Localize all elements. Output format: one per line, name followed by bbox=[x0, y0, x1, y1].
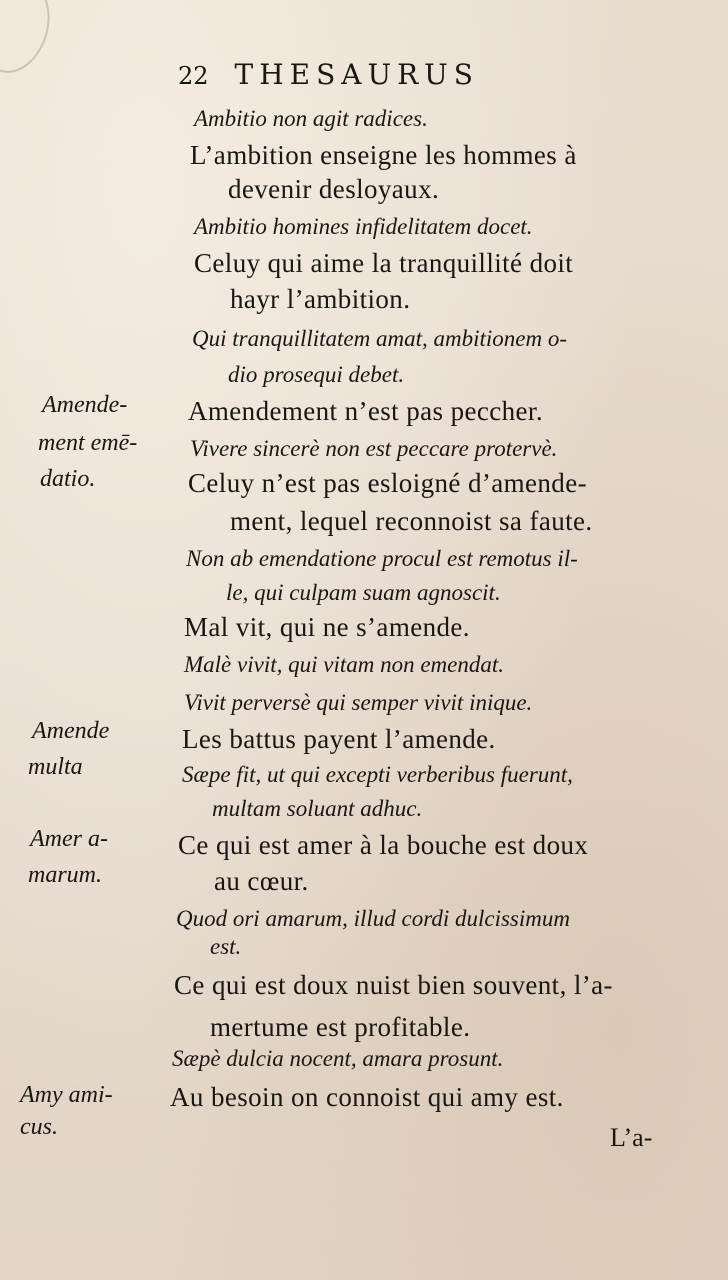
text-line: L’ambition enseigne les hommes à bbox=[190, 140, 577, 170]
text-line: Mal vit, qui ne s’amende. bbox=[184, 612, 470, 642]
page-number: 22 bbox=[178, 62, 209, 90]
running-header bbox=[178, 58, 479, 91]
page-corner-mark bbox=[0, 0, 61, 82]
text-line: Ce qui est doux nuist bien souvent, l’a- bbox=[174, 970, 613, 1000]
text-line: dio prosequi debet. bbox=[228, 362, 405, 387]
text-line: Amendement n’est pas peccher. bbox=[188, 396, 543, 426]
margin-note: Amende- bbox=[42, 392, 128, 418]
margin-note: Amer a- bbox=[30, 826, 108, 852]
text-line: Celuy qui aime la tranquillité doit bbox=[194, 248, 574, 278]
text-line: Quod ori amarum, illud cordi dulcissimum bbox=[176, 906, 570, 931]
text-line: multam soluant adhuc. bbox=[212, 796, 423, 821]
text-line: Les battus payent l’amende. bbox=[182, 724, 496, 754]
text-line: au cœur. bbox=[214, 866, 309, 896]
text-line: Malè vivit, qui vitam non emendat. bbox=[184, 652, 505, 677]
text-line: Ambitio non agit radices. bbox=[194, 106, 428, 131]
margin-note: datio. bbox=[40, 466, 96, 492]
text-line: Sæpè dulcia nocent, amara prosunt. bbox=[172, 1046, 504, 1071]
text-line: Qui tranquillitatem amat, ambitionem o- bbox=[192, 326, 568, 351]
margin-note: Amy ami- bbox=[20, 1082, 113, 1108]
text-line: le, qui culpam suam agnoscit. bbox=[226, 580, 501, 605]
text-line: Sæpe fit, ut qui excepti verberibus fuerunt, bbox=[182, 762, 573, 787]
margin-note: marum. bbox=[28, 862, 103, 888]
text-line: Ambitio homines infidelitatem docet. bbox=[194, 214, 533, 239]
text-line: Au besoin on connoist qui amy est. bbox=[170, 1082, 564, 1112]
text-line: Ce qui est amer à la bouche est doux bbox=[178, 830, 589, 860]
margin-note: cus. bbox=[20, 1114, 58, 1140]
margin-note: multa bbox=[28, 754, 83, 780]
text-line: mertume est profitable. bbox=[210, 1012, 471, 1042]
margin-note: ment emē- bbox=[38, 430, 138, 456]
text-line: Celuy n’est pas esloigné d’amende- bbox=[188, 468, 587, 498]
running-title: THESAURUS bbox=[234, 58, 479, 91]
text-line: est. bbox=[210, 934, 242, 959]
text-line: Non ab emendatione procul est remotus il- bbox=[186, 546, 578, 571]
text-line: ment, lequel reconnoist sa faute. bbox=[230, 506, 593, 536]
text-line: hayr l’ambition. bbox=[230, 284, 411, 314]
text-line: devenir desloyaux. bbox=[228, 174, 440, 204]
text-line: Vivere sincerè non est peccare protervè. bbox=[190, 436, 558, 461]
text-line: Vivit perversè qui semper vivit inique. bbox=[184, 690, 533, 715]
margin-note: Amende bbox=[32, 718, 110, 744]
catchword: L’a- bbox=[610, 1123, 653, 1152]
